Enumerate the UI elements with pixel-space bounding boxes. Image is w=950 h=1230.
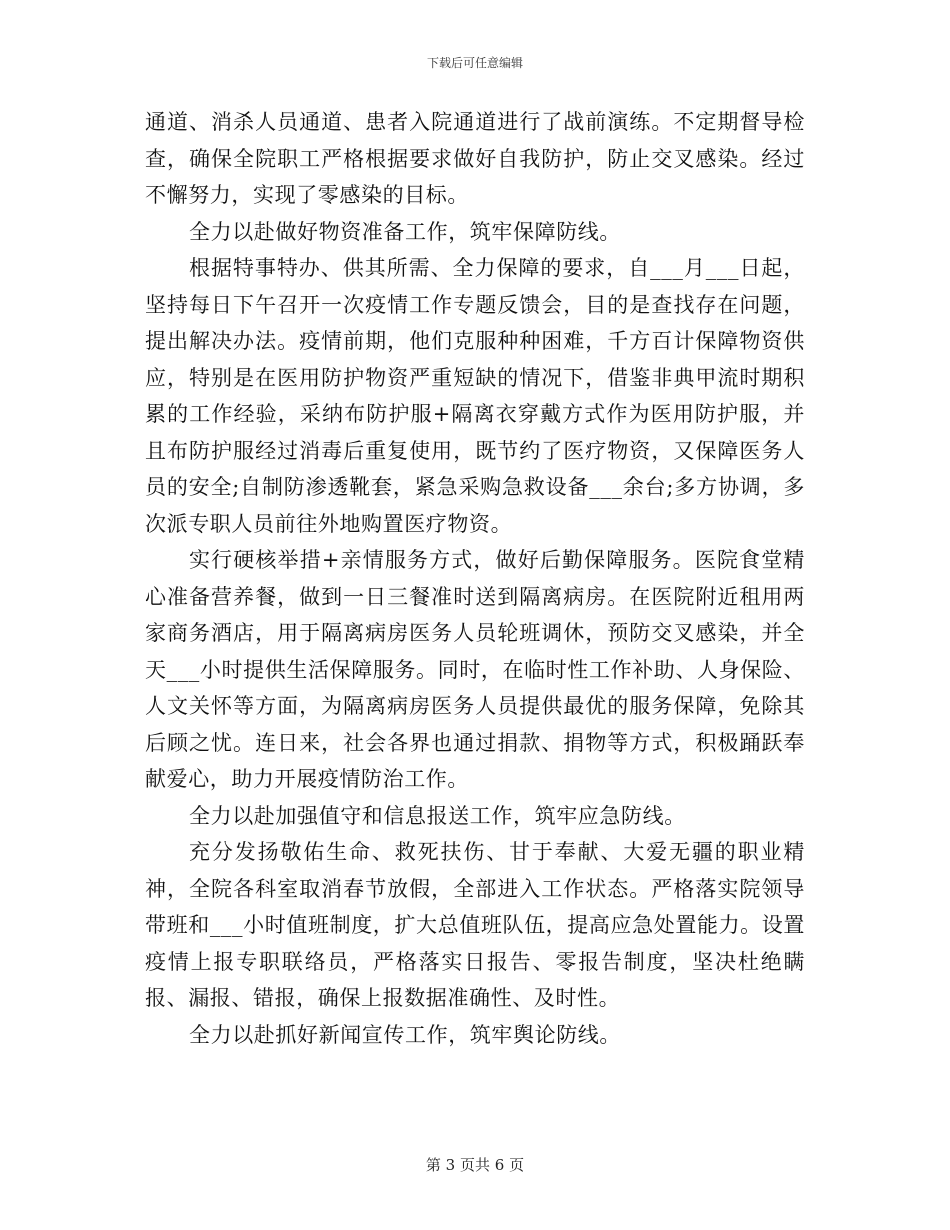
section-heading-publicity: 全力以赴抓好新闻宣传工作，筑牢舆论防线。 [189, 1022, 621, 1047]
page-footer: 第 3 页共 6 页 [425, 1156, 525, 1174]
section-heading-supplies: 全力以赴做好物资准备工作，筑牢保障防线。 [189, 219, 621, 244]
page-header: 下载后可任意编辑 [426, 56, 523, 70]
paragraph-logistics: 实行硬核举措+亲情服务方式，做好后勤保障服务。医院食堂精心准备营养餐，做到一日三餐准时送到隔离病房。在医院附近租用两家商务酒店，用于隔离病房医务人员轮班调休，预防交叉感染，并全天___小时提供生活保障服务。同时，在临时性工作补助、人身保险、人文关怀等方面，为隔离病房医务人员提供最优的服务保障，免除其后顾之忧。连日来，社会各界也通过捐款、捐物等方式，积极踊跃奉献爱心，助力开展疫情防治工作。 [145, 548, 805, 791]
document-body [145, 104, 805, 1053]
paragraph-emergency: 充分发扬敬佑生命、救死扶伤、甘于奉献、大爱无疆的职业精神，全院各科室取消春节放假，全部进入工作状态。严格落实院领导带班和___小时值班制度，扩大总值班队伍，提高应急处置能力。设置疫情上报专职联络员，严格落实日报告、零报告制度，坚决杜绝瞒报、漏报、错报，确保上报数据准确性、及时性。 [145, 840, 805, 1010]
paragraph-supplies: 根据特事特办、供其所需、全力保障的要求，自___月___日起，坚持每日下午召开一次疫情工作专题反馈会，目的是查找存在问题，提出解决办法。疫情前期，他们克服种种困难，千方百计保障物资供应，特别是在医用防护物资严重短缺的情况下，借鉴非典甲流时期积累的工作经验，采纳布防护服+隔离衣穿戴方式作为医用防护服，并且布防护服经过消毒后重复使用，既节约了医疗物资，又保障医务人员的安全;自制防渗透靴套，紧急采购急救设备___余台;多方协调，多次派专职人员前往外地购置医疗物资。 [145, 256, 805, 536]
section-heading-emergency: 全力以赴加强值守和信息报送工作，筑牢应急防线。 [189, 803, 686, 828]
paragraph-continuation: 通道、消杀人员通道、患者入院通道进行了战前演练。不定期督导检查，确保全院职工严格根据要求做好自我防护，防止交叉感染。经过不懈努力，实现了零感染的目标。 [145, 110, 805, 207]
